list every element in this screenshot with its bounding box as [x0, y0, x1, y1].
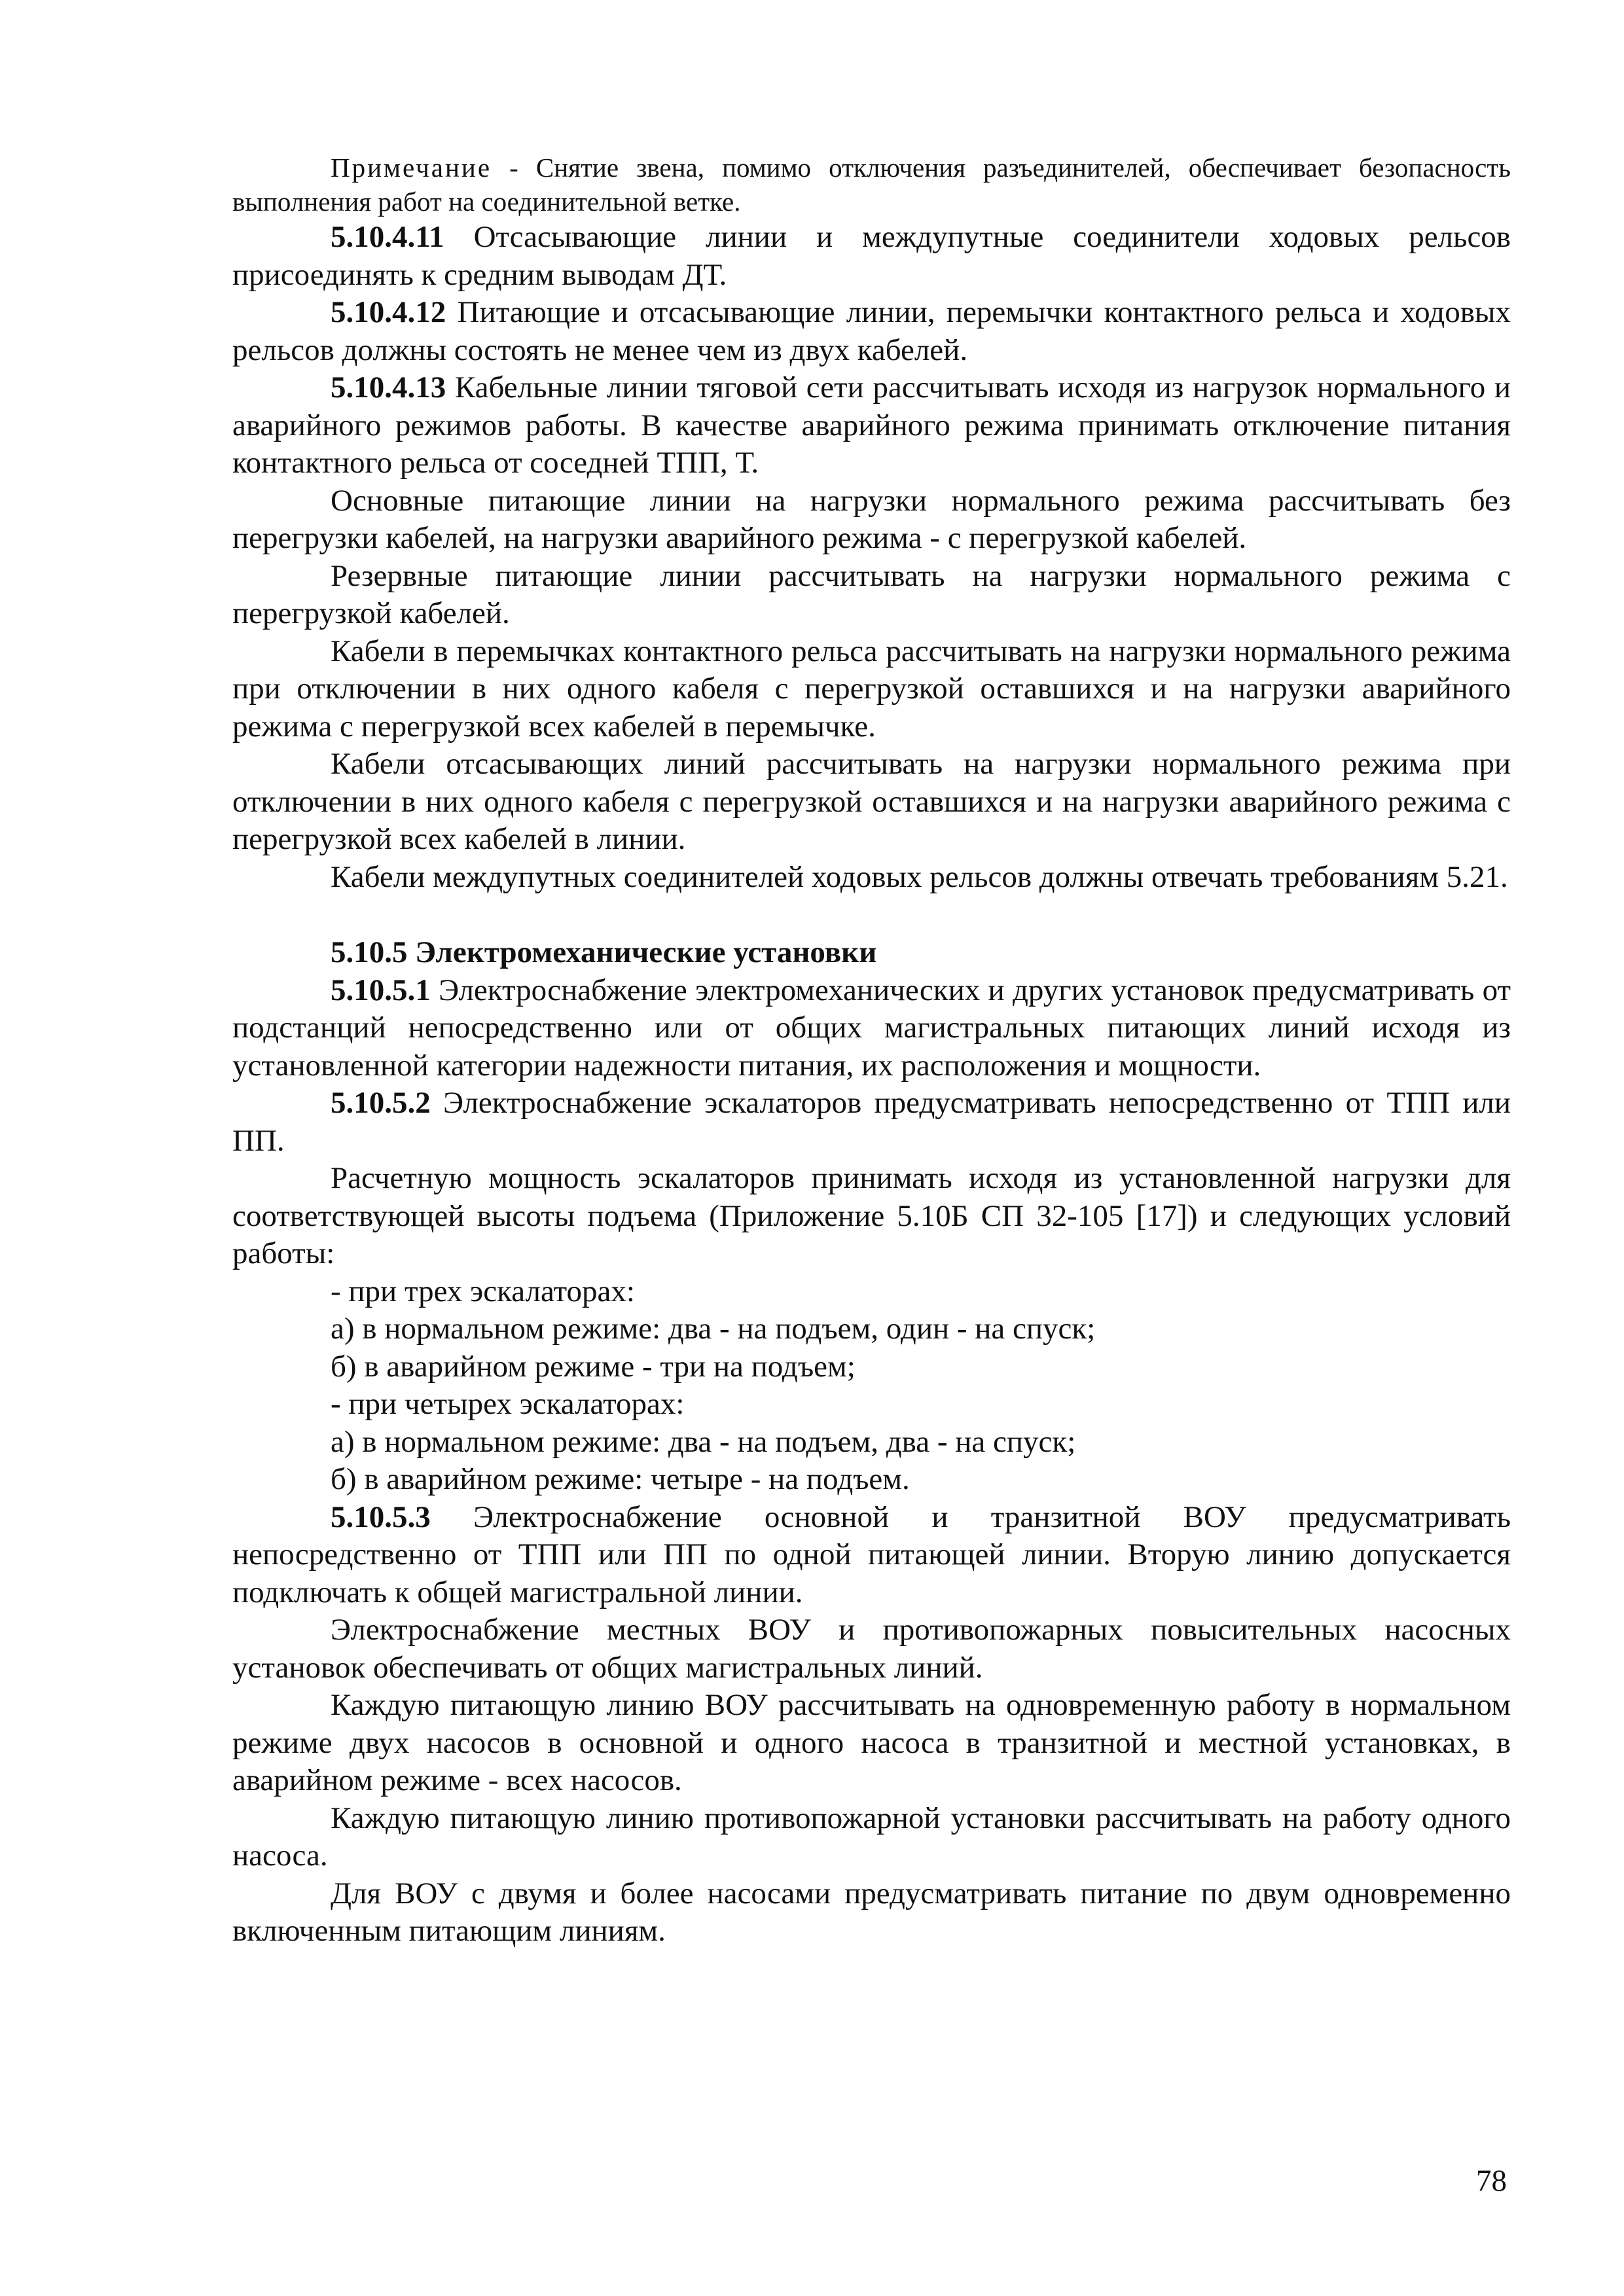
paragraph-text: Питающие и отсасывающие линии, перемычки контактного рельса и ходовых рельсов должны состоять не менее чем из двух кабелей. — [232, 295, 1511, 367]
paragraph — [232, 558, 1511, 633]
paragraph — [232, 1875, 1511, 1950]
page-number: 78 — [1476, 2164, 1507, 2198]
paragraph — [232, 859, 1511, 897]
clause-number: 5.10.4.13 — [331, 370, 446, 404]
document-page — [232, 151, 1511, 1950]
paragraph-5-10-5-3 — [232, 1499, 1511, 1612]
paragraph-5-10-4-12 — [232, 294, 1511, 369]
clause-number: 5.10.5.2 — [331, 1086, 431, 1120]
clause-number: 5.10.5.3 — [331, 1499, 431, 1534]
paragraph-text: Электроснабжение электромеханических и других установок предусматривать от подстанций непосредственно или от общих магистральных питающих линий исходя из установленной категории надежности питания, их расположения и мощности. — [232, 973, 1511, 1083]
note-label: Примечание — [331, 152, 492, 183]
list-item: - при четырех эскалаторах: — [331, 1387, 685, 1421]
paragraph — [232, 1800, 1511, 1875]
paragraph-5-10-5-1 — [232, 972, 1511, 1085]
list-item: б) в аварийном режиме - три на подъем; — [331, 1349, 856, 1384]
note-paragraph — [232, 151, 1511, 219]
clause-number: 5.10.5.1 — [331, 973, 431, 1007]
list-item: а) в нормальном режиме: два - на подъем, один - на спуск; — [331, 1312, 1096, 1346]
clause-number: 5.10.4.12 — [331, 295, 446, 329]
paragraph-text: Кабели междупутных соединителей ходовых рельсов должны отвечать требованиям 5.21. — [331, 859, 1508, 894]
paragraph — [232, 482, 1511, 558]
paragraph-text: Отсасывающие линии и междупутные соединители ходовых рельсов присоединять к средним выводам ДТ. — [232, 220, 1511, 292]
list-item: б) в аварийном режиме: четыре - на подъем. — [331, 1462, 910, 1496]
list-item: - при трех эскалаторах: — [331, 1274, 635, 1308]
paragraph-text: Электроснабжение местных ВОУ и противопожарных повысительных насосных установок обеспечивать от общих магистральных линий. — [232, 1613, 1511, 1685]
note-text: - Снятие звена, помимо отключения разъединителей, обеспечивает безопасность выполнения работ на соединительной ветке. — [232, 152, 1511, 217]
paragraph-text: Электроснабжение эскалаторов предусматривать непосредственно от ТПП или ПП. — [232, 1086, 1511, 1158]
paragraph — [232, 1611, 1511, 1687]
paragraph — [232, 633, 1511, 746]
paragraph — [232, 745, 1511, 859]
paragraph-text: Каждую питающую линию ВОУ рассчитывать на одновременную работу в нормальном режиме двух насосов в основной и одного насоса в транзитной и местной установках, в аварийном режиме - всех насосов. — [232, 1688, 1511, 1797]
paragraph-text: Резервные питающие линии рассчитывать на нагрузки нормального режима с перегрузкой кабелей. — [232, 558, 1511, 630]
paragraph-text: Каждую питающую линию противопожарной установки рассчитывать на работу одного насоса. — [232, 1801, 1511, 1873]
paragraph — [232, 1160, 1511, 1273]
paragraph-5-10-4-11 — [232, 219, 1511, 294]
section-heading: 5.10.5 Электромеханические установки — [331, 935, 877, 969]
paragraph-text: Кабели отсасывающих линий рассчитывать на нагрузки нормального режима при отключении в них одного кабеля с перегрузкой оставшихся и на нагрузки аварийного режима с перегрузкой всех кабелей в линии. — [232, 747, 1511, 856]
clause-number: 5.10.4.11 — [331, 220, 444, 254]
paragraph-text: Кабельные линии тяговой сети рассчитывать исходя из нагрузок нормального и аварийного режимов работы. В качестве аварийного режима принимать отключение питания контактного рельса от соседней ТПП, Т. — [232, 370, 1511, 480]
paragraph-text: Для ВОУ с двумя и более насосами предусматривать питание по двум одновременно включенным питающим линиям. — [232, 1876, 1511, 1948]
list-item: а) в нормальном режиме: два - на подъем, два - на спуск; — [331, 1424, 1076, 1459]
paragraph-text: Электроснабжение основной и транзитной ВОУ предусматривать непосредственно от ТПП или ПП по одной питающей линии. Вторую линию допускается подключать к общей магистральной линии. — [232, 1499, 1511, 1609]
paragraph — [232, 1687, 1511, 1800]
paragraph-text: Основные питающие линии на нагрузки нормального режима рассчитывать без перегрузки кабелей, на нагрузки аварийного режима - с перегрузкой кабелей. — [232, 483, 1511, 555]
paragraph-5-10-5-2 — [232, 1085, 1511, 1160]
paragraph-text: Расчетную мощность эскалаторов принимать исходя из установленной нагрузки для соответствующей высоты подъема (Приложение 5.10Б СП 32-105 [17]) и следующих условий работы: — [232, 1161, 1511, 1270]
paragraph-5-10-4-13 — [232, 369, 1511, 482]
paragraph-text: Кабели в перемычках контактного рельса рассчитывать на нагрузки нормального режима при отключении в них одного кабеля с перегрузкой оставшихся и на нагрузки аварийного режима с перегрузкой всех кабелей в перемычке. — [232, 634, 1511, 744]
